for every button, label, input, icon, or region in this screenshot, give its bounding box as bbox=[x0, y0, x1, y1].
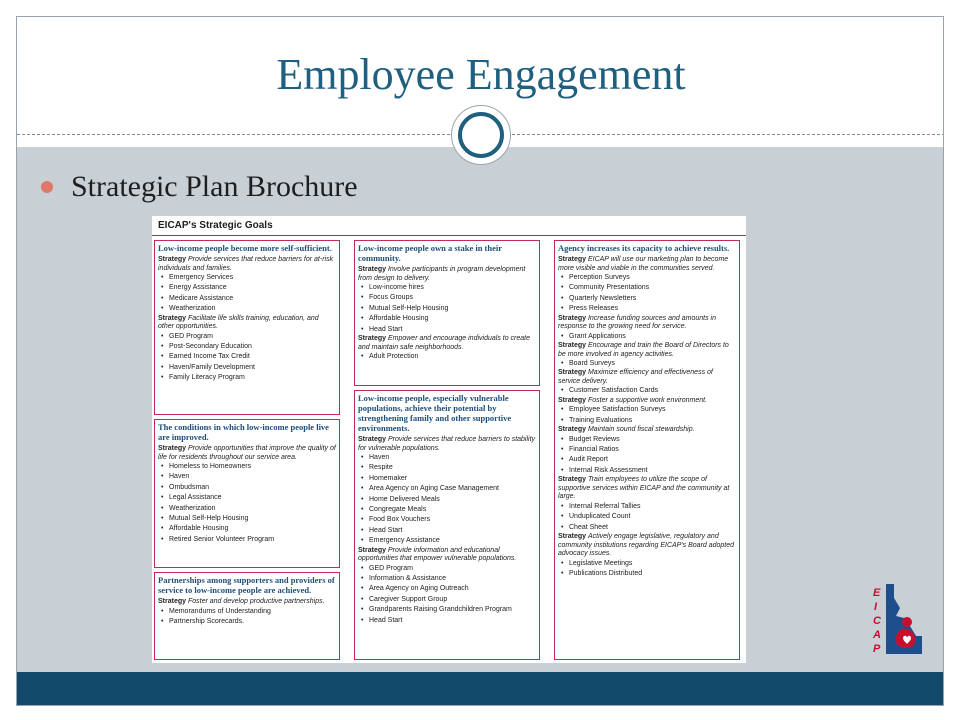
strategy-line bbox=[158, 445, 336, 462]
strategy-label: Strategy bbox=[558, 314, 587, 322]
strategy-text: Foster and develop productive partnerships. bbox=[187, 598, 325, 605]
strategy-item: • Quarterly Newsletters bbox=[558, 294, 736, 304]
strategy-item: • GED Program bbox=[158, 332, 336, 342]
strategy-item: • Mutual Self-Help Housing bbox=[358, 304, 536, 314]
goal-box bbox=[154, 240, 340, 415]
strategy-item: • Respite bbox=[358, 463, 536, 473]
strategy-item: • Training Evaluations bbox=[558, 416, 736, 426]
strategy-item: • Customer Satisfaction Cards bbox=[558, 386, 736, 396]
strategy-item: • Homemaker bbox=[358, 474, 536, 484]
strategy-item: • Haven bbox=[358, 453, 536, 463]
strategy-item: • Legal Assistance bbox=[158, 493, 336, 503]
strategy-item: • Retired Senior Volunteer Program bbox=[158, 535, 336, 545]
eicap-logo bbox=[860, 582, 940, 656]
strategy-item: • Affordable Housing bbox=[358, 314, 536, 324]
strategy-item: • Earned Income Tax Credit bbox=[158, 352, 336, 362]
strategy-item: • Cheat Sheet bbox=[558, 523, 736, 533]
strategy-item: • Emergency Assistance bbox=[358, 536, 536, 546]
strategy-item: • Family Literacy Program bbox=[158, 373, 336, 383]
strategy-line bbox=[558, 397, 736, 406]
strategy-label: Strategy bbox=[558, 426, 587, 434]
strategy-text: Facilitate life skills training, education, and other opportunities. bbox=[158, 314, 319, 331]
strategy-item: • Area Agency on Aging Case Management bbox=[358, 484, 536, 494]
strategy-item: • Medicare Assistance bbox=[158, 294, 336, 304]
strategy-item: • Grandparents Raising Grandchildren Program bbox=[358, 605, 536, 615]
strategy-text: Train employees to utilize the scope of supportive services within EICAP and the community at large. bbox=[558, 476, 730, 501]
bullet-text: Strategic Plan Brochure bbox=[71, 170, 358, 203]
strategy-item: • Press Releases bbox=[558, 304, 736, 314]
footer-bar bbox=[17, 672, 944, 706]
goal-box bbox=[154, 419, 340, 568]
goal-title: Partnerships among supporters and providers of service to low-income people are achieved. bbox=[158, 575, 335, 595]
strategy-item: • Unduplicated Count bbox=[558, 512, 736, 522]
strategy-text: Provide opportunities that improve the quality of life for residents throughout our service area. bbox=[158, 445, 336, 461]
strategy-item: • Audit Report bbox=[558, 455, 736, 465]
strategy-line bbox=[158, 256, 336, 273]
strategy-label: Strategy bbox=[358, 546, 387, 554]
strategy-item: • Memorandums of Understanding bbox=[158, 607, 336, 617]
strategy-item: • Board Surveys bbox=[558, 359, 736, 369]
strategy-item: • Employee Satisfaction Surveys bbox=[558, 405, 736, 415]
strategy-item: • Internal Risk Assessment bbox=[558, 466, 736, 476]
strategy-item: • Grant Applications bbox=[558, 332, 736, 342]
strategy-line bbox=[558, 426, 736, 435]
strategy-item: • Congregate Meals bbox=[358, 505, 536, 515]
strategy-label: Strategy bbox=[358, 436, 387, 443]
strategy-item: • Homeless to Homeowners bbox=[158, 462, 336, 472]
strategy-label: Strategy bbox=[558, 533, 587, 540]
strategy-item: • Financial Ratios bbox=[558, 445, 736, 455]
strategy-item: • Budget Reviews bbox=[558, 435, 736, 445]
strategy-line bbox=[558, 533, 736, 559]
strategy-item: • Head Start bbox=[358, 526, 536, 536]
strategy-text: Encourage and train the Board of Directors to be more involved in agency activities. bbox=[558, 342, 729, 358]
strategy-text: Provide services that reduce barriers to stability for vulnerable populations. bbox=[358, 436, 536, 452]
strategy-item: • Publications Distributed bbox=[558, 569, 736, 579]
logo-letter-a: A bbox=[873, 629, 881, 641]
goal-title: Low-income people, especially vulnerable populations, achieve their potential by strengthening family and other supportive environments. bbox=[358, 393, 512, 433]
strategy-label: Strategy bbox=[558, 476, 587, 484]
strategy-item: • Emergency Services bbox=[158, 273, 336, 283]
bullet-dot-icon bbox=[41, 181, 53, 193]
strategy-label: Strategy bbox=[358, 266, 387, 273]
bullet-item bbox=[41, 170, 358, 204]
strategy-item: • Ombudsman bbox=[158, 483, 336, 493]
strategy-label: Strategy bbox=[558, 342, 587, 350]
strategy-item: • Affordable Housing bbox=[158, 524, 336, 534]
goal-title: The conditions in which low-income people live are improved. bbox=[158, 422, 329, 442]
strategy-item: • Focus Groups bbox=[358, 293, 536, 303]
strategy-item: • Weatherization bbox=[158, 504, 336, 514]
strategy-item: • Legislative Meetings bbox=[558, 559, 736, 569]
strategy-item: • Home Delivered Meals bbox=[358, 495, 536, 505]
strategy-label: Strategy bbox=[158, 598, 187, 605]
strategy-line bbox=[558, 315, 736, 332]
strategy-item: • Adult Protection bbox=[358, 352, 536, 362]
strategy-item: • Area Agency on Aging Outreach bbox=[358, 584, 536, 594]
strategy-line bbox=[558, 342, 736, 359]
strategy-line bbox=[358, 547, 536, 564]
strategy-line bbox=[558, 369, 736, 386]
strategy-line bbox=[558, 476, 736, 502]
strategy-item: • Weatherization bbox=[158, 304, 336, 314]
goal-title: Low-income people own a stake in their community. bbox=[358, 243, 502, 263]
divider-ring-inner bbox=[458, 112, 504, 158]
strategy-item: • Partnership Scorecards. bbox=[158, 617, 336, 627]
strategy-text: Increase funding sources and amounts in response to the growing need for service. bbox=[558, 314, 716, 331]
slide-title: Employee Engagement bbox=[276, 50, 686, 99]
strategy-item: • Energy Assistance bbox=[158, 283, 336, 293]
strategy-text: EICAP will use our marketing plan to become more visible and viable in the communities served. bbox=[558, 256, 729, 272]
strategy-item: • GED Program bbox=[358, 564, 536, 574]
strategy-text: Maintain sound fiscal stewardship. bbox=[587, 426, 695, 434]
goal-box bbox=[154, 572, 340, 660]
strategy-item: • Head Start bbox=[358, 616, 536, 626]
strategy-text: Provide information and educational opportunities that empower vulnerable populations. bbox=[358, 546, 517, 563]
strategy-item: • Internal Referral Tallies bbox=[558, 502, 736, 512]
strategy-text: Actively engage legislative, regulatory and community institutions regarding EICAP's Board adopted advocacy issues. bbox=[558, 533, 735, 557]
goal-box bbox=[354, 390, 540, 660]
goal-title: Low-income people become more self-sufficient. bbox=[158, 243, 332, 253]
goal-title: Agency increases its capacity to achieve results. bbox=[558, 243, 730, 253]
strategy-item: • Perception Surveys bbox=[558, 273, 736, 283]
strategy-label: Strategy bbox=[558, 369, 587, 377]
strategy-line bbox=[158, 315, 336, 332]
strategy-line bbox=[358, 436, 536, 453]
logo-letter-c: C bbox=[873, 615, 881, 627]
logo-letter-e: E bbox=[873, 587, 881, 599]
strategy-item: • Haven/Family Development bbox=[158, 363, 336, 373]
strategy-line bbox=[358, 335, 536, 352]
strategy-item: • Information & Assistance bbox=[358, 574, 536, 584]
strategy-item: • Mutual Self-Help Housing bbox=[158, 514, 336, 524]
strategy-item: • Caregiver Support Group bbox=[358, 595, 536, 605]
brochure-image bbox=[152, 216, 746, 663]
strategy-item: • Low-income hires bbox=[358, 283, 536, 293]
strategy-text: Provide services that reduce barriers for at-risk individuals and families. bbox=[158, 256, 334, 272]
strategy-label: Strategy bbox=[158, 256, 187, 263]
strategy-line bbox=[158, 598, 336, 607]
strategy-text: Involve participants in program development from design to delivery. bbox=[358, 266, 526, 282]
strategy-label: Strategy bbox=[558, 256, 587, 263]
brochure-heading: EICAP's Strategic Goals bbox=[158, 220, 273, 231]
strategy-label: Strategy bbox=[158, 314, 187, 322]
logo-letter-i: I bbox=[874, 601, 878, 613]
logo-figure-head bbox=[902, 617, 912, 627]
strategy-item: • Post-Secondary Education bbox=[158, 342, 336, 352]
strategy-label: Strategy bbox=[558, 396, 587, 404]
strategy-label: Strategy bbox=[358, 335, 387, 343]
strategy-label: Strategy bbox=[158, 445, 187, 452]
strategy-line bbox=[358, 266, 536, 283]
strategy-item: • Head Start bbox=[358, 325, 536, 335]
strategy-line bbox=[558, 256, 736, 273]
slide-frame bbox=[16, 16, 944, 706]
logo-letter-p: P bbox=[873, 643, 881, 655]
goal-box bbox=[354, 240, 540, 386]
strategy-text: Foster a supportive work environment. bbox=[587, 396, 708, 404]
strategy-text: Maximize efficiency and effectiveness of service delivery. bbox=[558, 369, 713, 385]
strategy-item: • Haven bbox=[158, 472, 336, 482]
brochure-heading-rule bbox=[152, 235, 746, 236]
goal-box bbox=[554, 240, 740, 660]
strategy-text: Empower and encourage individuals to create and maintain safe neighborhoods. bbox=[358, 335, 530, 351]
strategy-item: • Food Box Vouchers bbox=[358, 515, 536, 525]
strategy-item: • Community Presentations bbox=[558, 283, 736, 293]
